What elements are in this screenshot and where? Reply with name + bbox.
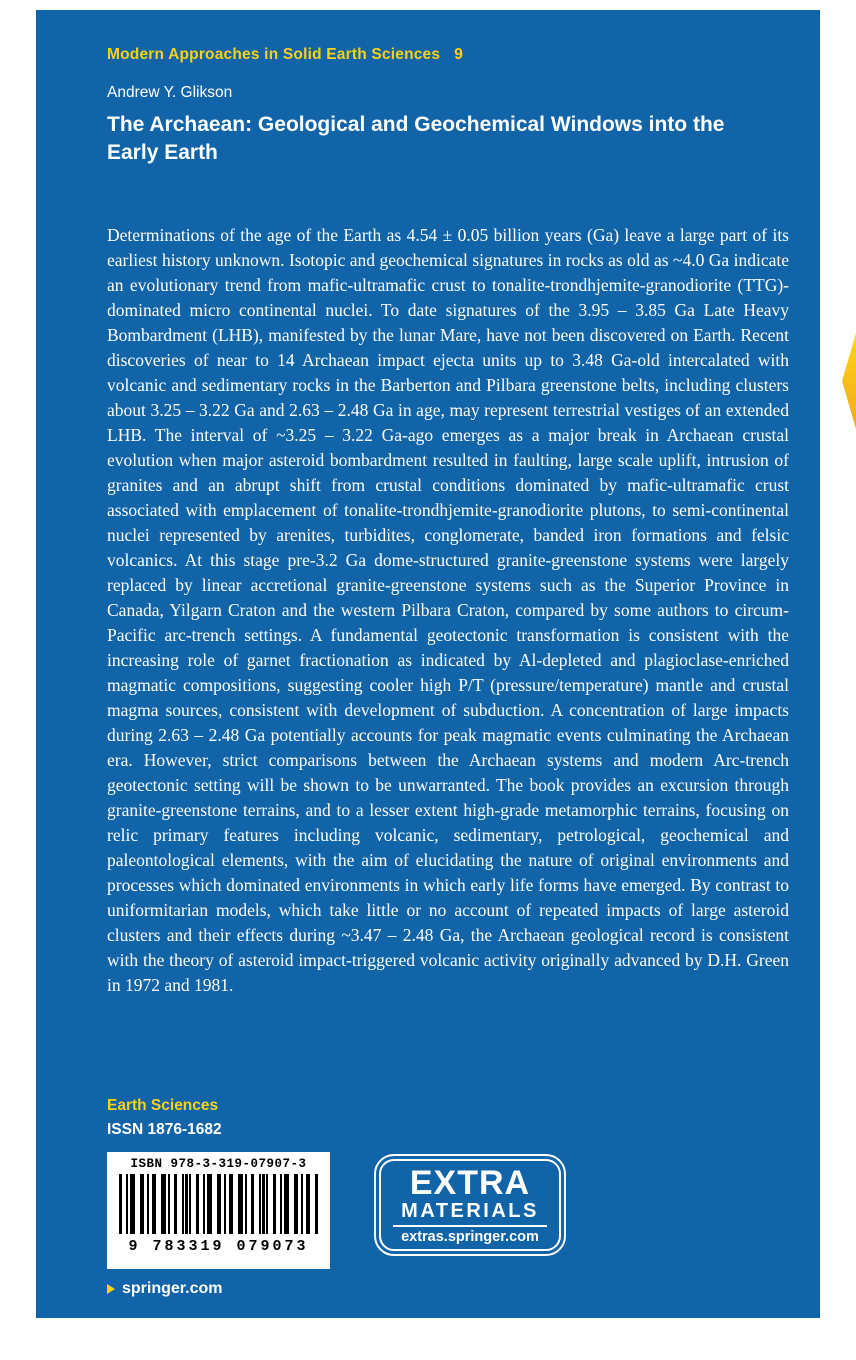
author-name: Andrew Y. Glikson: [107, 84, 233, 101]
subject-category: Earth Sciences: [107, 1097, 219, 1114]
book-title: The Archaean: Geological and Geochemical Windows into the Early Earth: [107, 113, 725, 164]
back-cover-blurb: Determinations of the age of the Earth as 4.54 ± 0.05 billion years (Ga) leave a large part of its earliest history unknown. Isotopic and geochemical signatures in rocks as old as ~4.0 Ga indicate an evolutionary trend from mafic-ultramafic crust to tonalite-trondhjemite-granodiorite (TTG)-dominated micro continental nuclei. To date signatures of the 3.95 – 3.85 Ga Late Heavy Bombardment (LHB), manifested by the lunar Mare, have not been discovered on Earth. Recent discoveries of near to 14 Archaean impact ejecta units up to 3.48 Ga-old intercalated with volcanic and sedimentary rocks in the Barberton and Pilbara greenstone belts, including clusters about 3.25 – 3.22 Ga and 2.63 – 2.48 Ga in age, may represent terrestrial vestiges of an extended LHB. The interval of ~3.25 – 3.22 Ga-ago emerges as a major break in Archaean crustal evolution when major asteroid bombardment resulted in faulting, large scale uplift, intrusion of granites and an abrupt shift from crustal conditions dominated by mafic-ultramafic crust associated with emplacement of tonalite-trondhjemite-granodiorite plutons, to semi-continental nuclei represented by arenites, turbidites, conglomerate, banded iron formations and felsic volcanics. At this stage pre-3.2 Ga dome-structured granite-greenstone systems were largely replaced by linear accretional granite-greenstone systems such as the Superior Province in Canada, Yilgarn Craton and the western Pilbara Craton, compared by some authors to circum-Pacific arc-trench settings. A fundamental geotectonic transformation is consistent with the increasing role of garnet fractionation as indicated by Al-depleted and plagioclase-enriched magmatic compositions, suggesting cooler high P/T (pressure/temperature) mantle and crustal magma sources, consistent with development of subduction. A concentration of large impacts during 2.63 – 2.48 Ga potentially accounts for peak magmatic events culminating the Archaean era. However, strict comparisons between the Archaean systems and modern Arc-trench geotectonic setting will be shown to be unwarranted. The book provides an excursion through granite-greenstone terrains, and to a lesser extent high-grade metamorphic terrains, focusing on relic primary features including volcanic, sedimentary, petrological, geochemical and paleontological elements, with the aim of elucidating the nature of original environments and processes which dominated environments in which early life forms have emerged. By contrast to uniformitarian models, which take little or no account of repeated impacts of large asteroid clusters and their effects during ~3.47 – 2.48 Ga, the Archaean geological record is consistent with the theory of asteroid impact-triggered volcanic activity originally advanced by D.H. Green in 1972 and 1981.: [107, 225, 789, 995]
publisher-footer: [107, 1280, 222, 1298]
issn-number: ISSN 1876-1682: [107, 1121, 222, 1138]
publisher-url: springer.com: [122, 1280, 223, 1297]
barcode-bars: [119, 1174, 318, 1234]
barcode-digits: 9 783319 079073: [128, 1238, 309, 1255]
isbn-label: ISBN 978-3-319-07907-3: [130, 1157, 307, 1171]
extra-badge-url: extras.springer.com: [401, 1228, 539, 1245]
extra-badge-word-extra: EXTRA: [409, 1163, 531, 1202]
yellow-corner-wedge: [842, 333, 856, 429]
arrow-icon: [107, 1284, 115, 1294]
series-line: [107, 46, 463, 64]
extra-badge-word-materials: MATERIALS: [401, 1199, 539, 1222]
book-back-cover: [36, 10, 820, 1318]
extra-materials-badge-inner: [379, 1159, 561, 1251]
series-title: Modern Approaches in Solid Earth Sciences: [107, 46, 441, 63]
extra-materials-badge: [374, 1154, 566, 1256]
isbn-barcode-box: [107, 1152, 330, 1269]
series-number: 9: [454, 46, 464, 63]
extra-badge-divider: [393, 1225, 547, 1227]
